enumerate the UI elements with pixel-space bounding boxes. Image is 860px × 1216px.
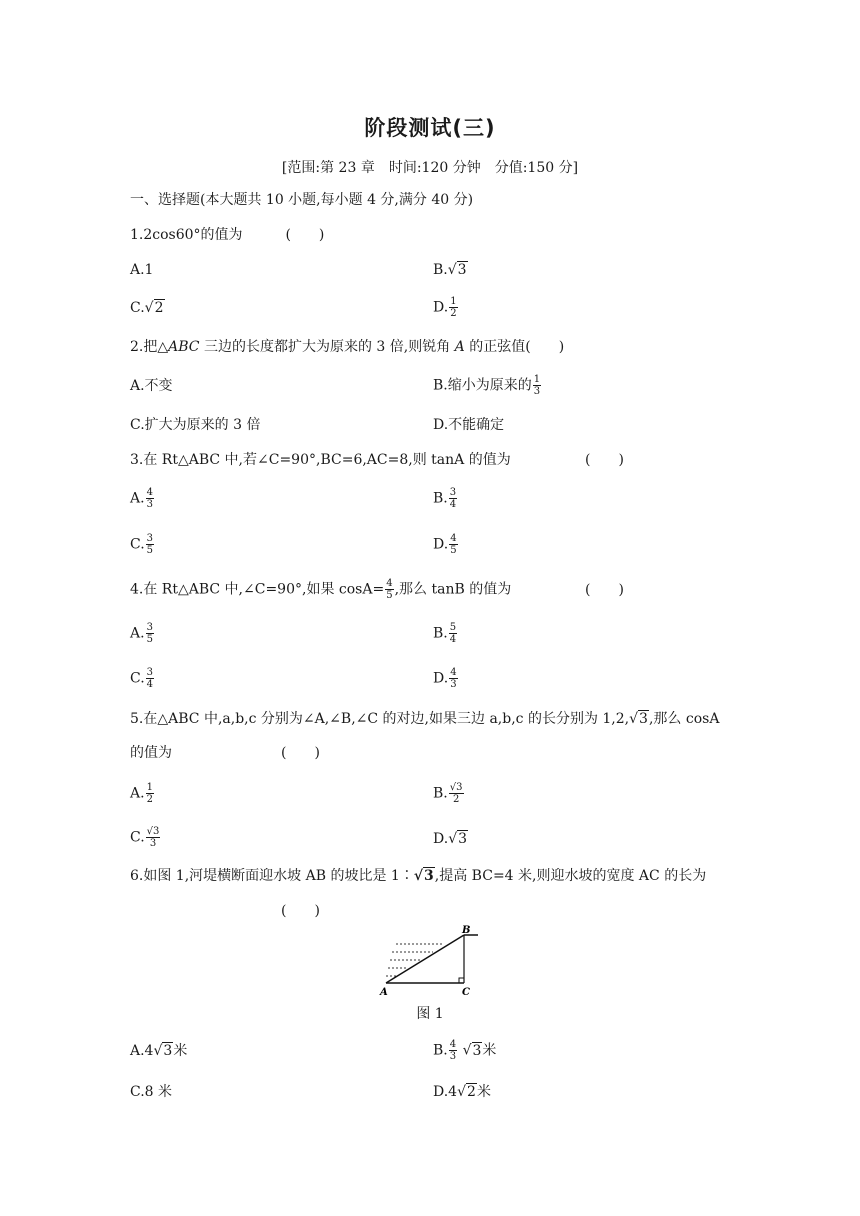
q6-option-a: A.4√3米 [130,1043,188,1059]
figure-caption: 图 1 [416,1006,444,1022]
q5-option-d: D.√3 [433,831,468,847]
q5-answer-paren: ( ) [281,745,320,761]
q4-option-d: D. $\frac{4}{3}$ [433,667,457,690]
embankment-figure [378,922,488,998]
question-6: 6.如图 1,河堤横断面迎水坡 AB 的坡比是 1∶√3,提高 BC=4 米,则迎水坡的宽度 AC 的长为 [130,868,707,884]
q3-option-a: A. $\frac{4}{3}$ [130,487,153,510]
exam-scope: [范围:第 23 章 时间:120 分钟 分值:150 分] [281,160,579,176]
label-a: A [380,987,388,998]
label-b: B [462,925,471,936]
q6-option-c: C.8 米 [130,1084,173,1100]
question-2: 2.把△ABC 三边的长度都扩大为原来的 3 倍,则锐角 A 的正弦值( ) [130,339,565,355]
q3-option-c: C. $\frac{3}{5}$ [130,533,154,556]
question-5: 5.在△ABC 中,a,b,c 分别为∠A,∠B,∠C 的对边,如果三边 a,b,c 的长分别为 1,2,√3,那么 cosA [130,711,720,727]
q1-option-a: A.1 [130,262,154,278]
q2-option-d: D.不能确定 [433,417,505,433]
water-dash-lines [386,944,444,976]
section-heading: 一、选择题(本大题共 10 小题,每小题 4 分,满分 40 分) [130,192,474,208]
q4-answer-paren: ( ) [585,582,624,598]
q4-option-c: C. $\frac{3}{4}$ [130,667,154,690]
question-1: 1.2cos60°的值为 ( ) [130,227,325,243]
q1-option-d: D. $\frac{1}{2}$ [433,296,457,319]
label-c: C [462,987,470,998]
question-4: 4.在 Rt△ABC 中,∠C=90°,如果 cosA= $\frac{4}{5}$ ,那么 tanB 的值为 [130,578,512,601]
slope-ab [386,935,464,983]
question-3: 3.在 Rt△ABC 中,若∠C=90°,BC=6,AC=8,则 tanA 的值为 [130,452,511,468]
q6-option-d: D.4√2米 [433,1084,491,1100]
q6-answer-paren: ( ) [281,903,320,919]
q5-option-c: C. $\frac{√3}{3}$ [130,826,160,849]
q3-option-b: B. $\frac{3}{4}$ [433,487,457,510]
q5-option-b: B. $\frac{√3}{2}$ [433,782,463,805]
q4-option-a: A. $\frac{3}{5}$ [130,622,153,645]
page-title: 阶段测试(三) [364,116,496,140]
q2-option-a: A.不变 [130,378,173,394]
q1-option-c: C.√2 [130,300,164,316]
question-5-line-2: 的值为 [130,745,172,761]
answer-paren: ( ) [285,227,325,243]
q4-option-b: B. $\frac{5}{4}$ [433,622,457,645]
q6-option-b: B. $\frac{4}{3}$ √3米 [433,1039,497,1062]
q2-option-b: B.缩小为原来的 $\frac{1}{3}$ [433,374,541,397]
q1-option-b: B.√3 [433,262,467,278]
q3-option-d: D. $\frac{4}{5}$ [433,533,457,556]
q3-answer-paren: ( ) [585,452,624,468]
q5-option-a: A. $\frac{1}{2}$ [130,782,153,805]
q2-option-c: C.扩大为原来的 3 倍 [130,417,261,433]
